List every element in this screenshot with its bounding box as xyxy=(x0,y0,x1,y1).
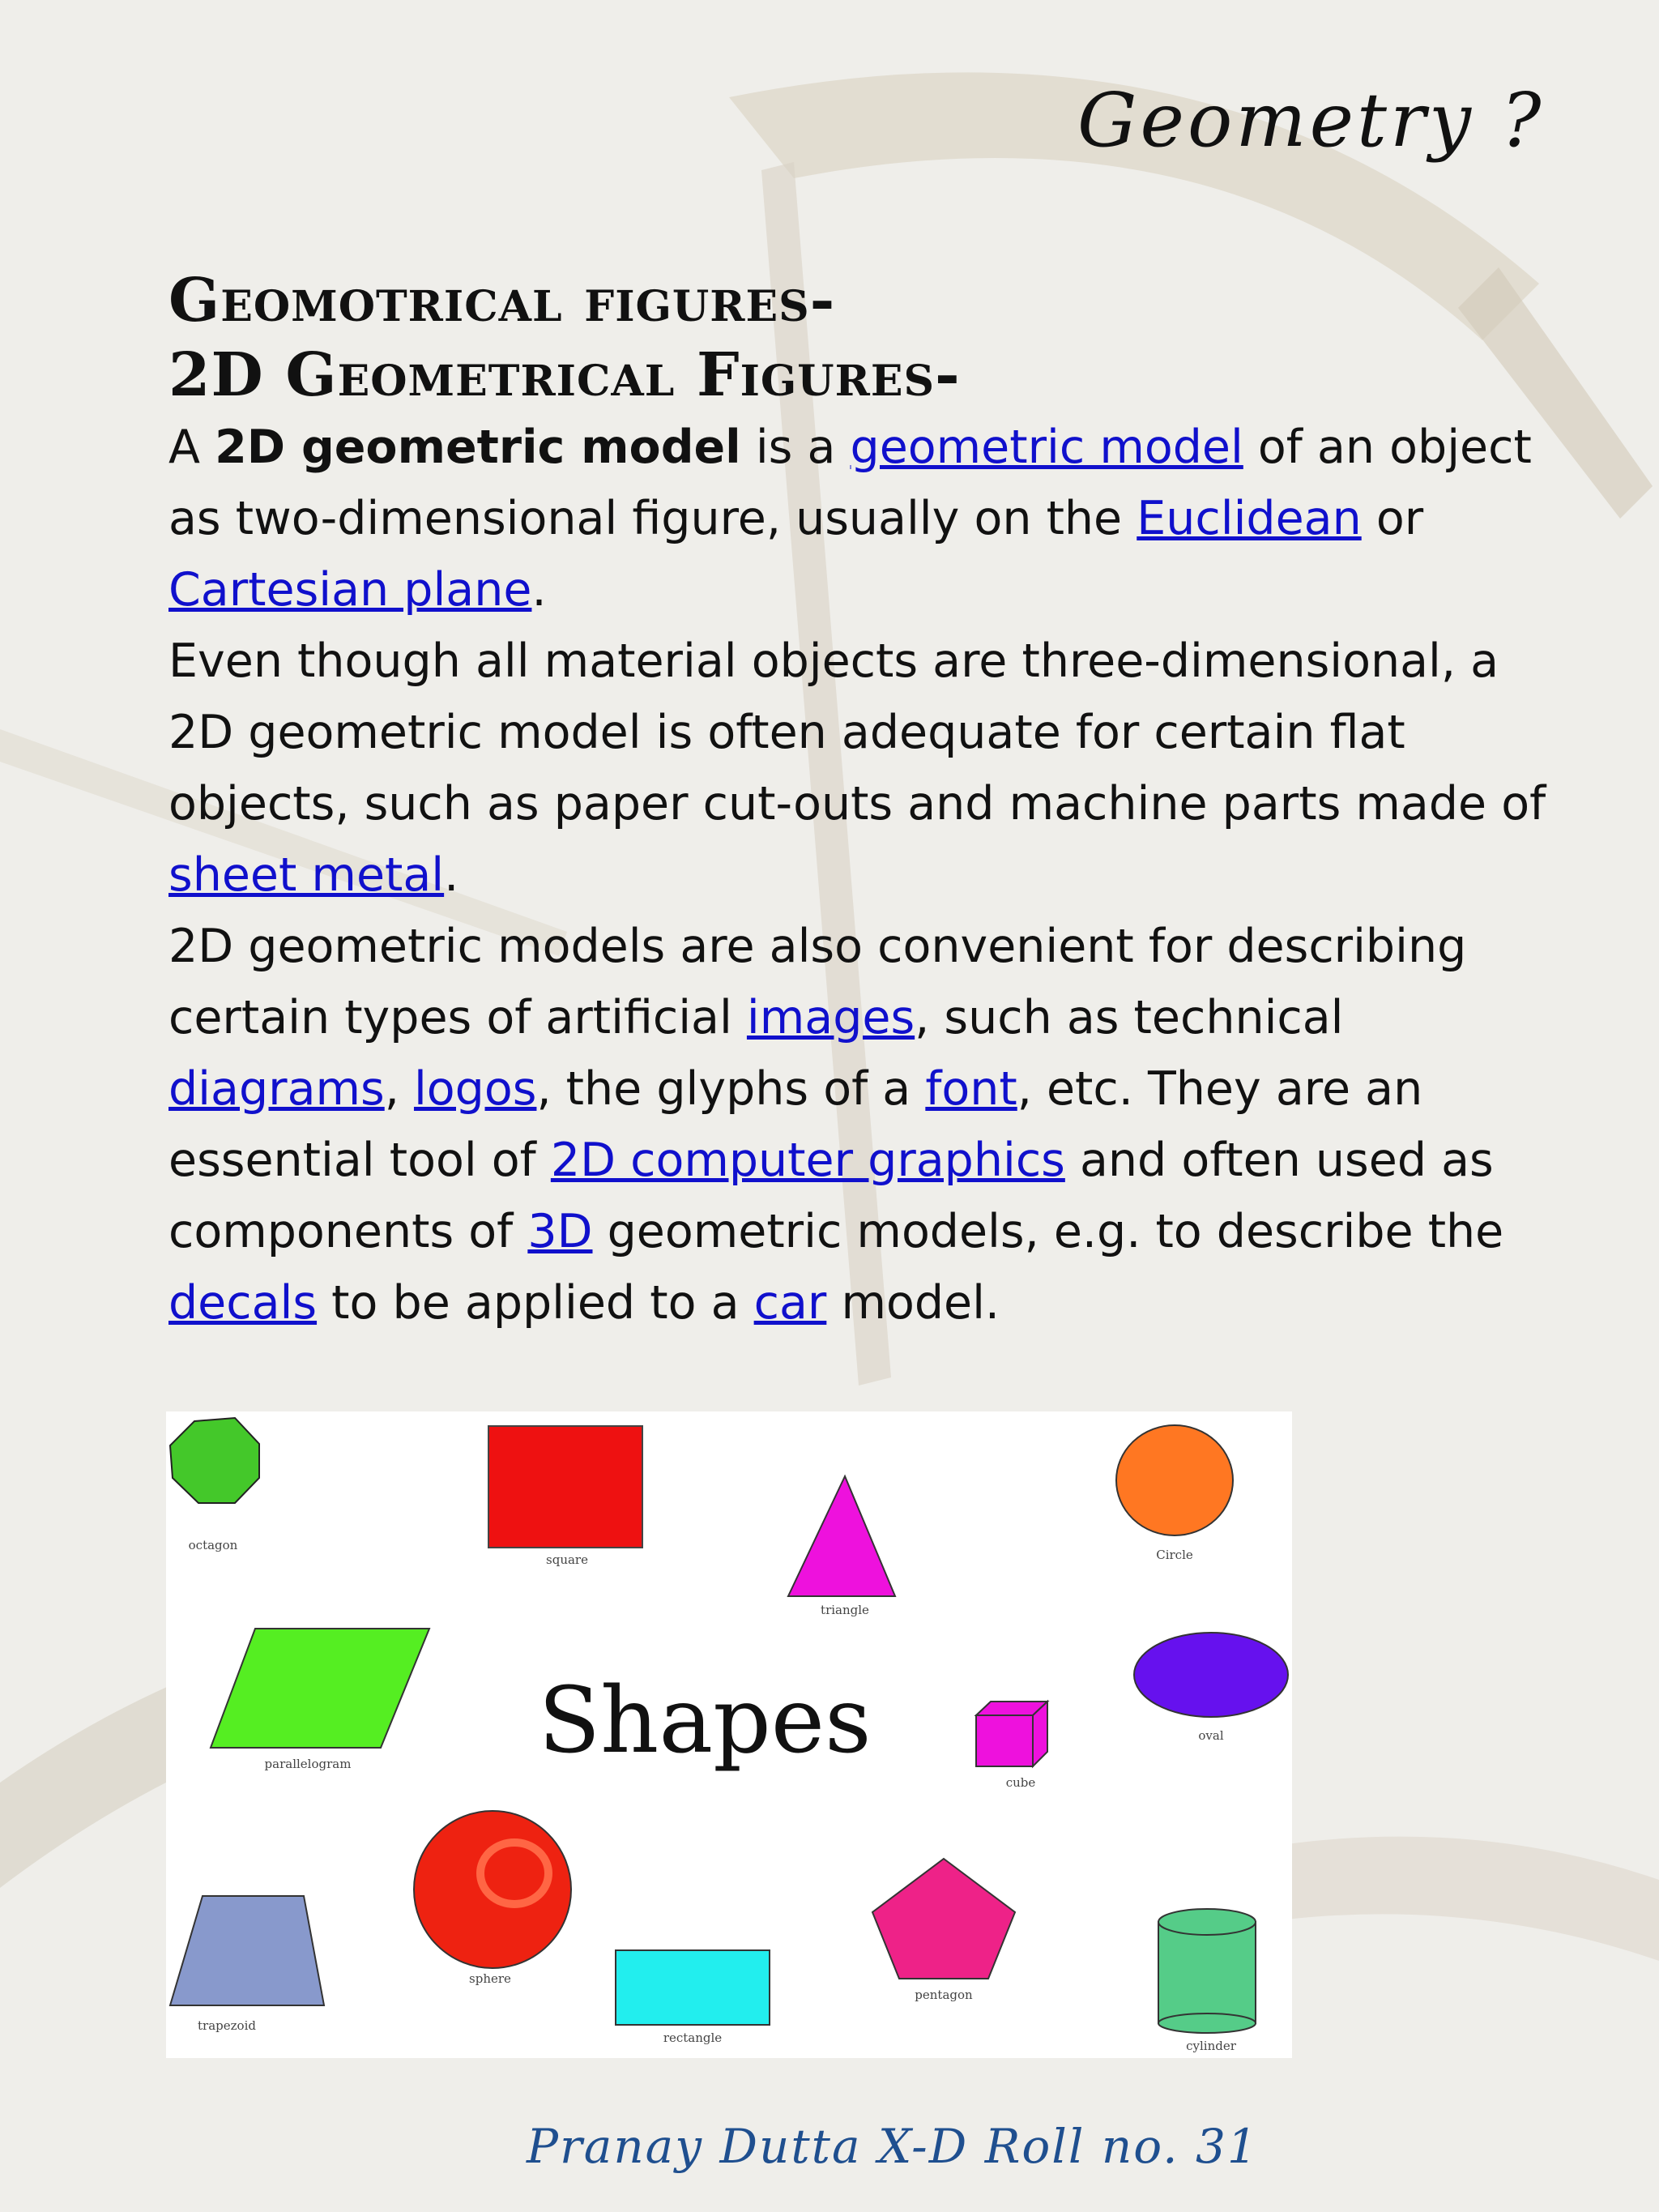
trapezoid-label: trapezoid xyxy=(198,2018,256,2033)
rectangle-shape xyxy=(616,1950,770,2025)
text: , the glyphs of a xyxy=(536,1062,926,1116)
square-label: square xyxy=(546,1552,588,1567)
author-footer: Pranay Dutta X-D Roll no. 31 xyxy=(527,2119,1259,2174)
text: , etc. They are an essential tool of xyxy=(168,1062,1423,1187)
sphere-label: sphere xyxy=(469,1971,511,1986)
text: or xyxy=(1361,492,1424,545)
text: of an object as two-dimensional figure, usually on the xyxy=(168,421,1532,545)
link-sheet-metal[interactable]: sheet metal xyxy=(168,848,445,902)
text: 2D geometric models are also convenient for describing certain types of artificial xyxy=(168,920,1467,1044)
parallelogram-label: parallelogram xyxy=(264,1757,352,1771)
octagon-label: octagon xyxy=(188,1538,238,1552)
text: , such as technical xyxy=(915,991,1344,1044)
bold-term: 2D geometric model xyxy=(215,421,741,474)
oval-shape xyxy=(1134,1633,1288,1717)
text: . xyxy=(531,563,547,617)
link-images[interactable]: images xyxy=(746,991,915,1044)
link-font[interactable]: font xyxy=(925,1062,1017,1116)
shapes-illustration xyxy=(166,1411,1292,2058)
link-2d-computer-graphics[interactable]: 2D computer graphics xyxy=(550,1134,1065,1187)
cylinder-label: cylinder xyxy=(1186,2039,1236,2053)
text: Even though all material objects are three-dimensional, a 2D geometric model is often adequate for certain flat objects, such as paper cut-outs and machine parts made of xyxy=(168,634,1546,831)
subsection-heading: 2D Geometrical Figures- xyxy=(168,340,961,410)
text: A xyxy=(168,421,215,474)
cylinder-shape xyxy=(1158,1909,1256,2033)
circle-label: Circle xyxy=(1156,1548,1193,1562)
paragraph-artificial-images xyxy=(168,911,1562,1339)
text: is a xyxy=(740,421,851,474)
paragraph-flat-objects xyxy=(168,626,1562,911)
shapes-title: Shapes xyxy=(538,1668,872,1774)
cube-shape xyxy=(976,1702,1047,1766)
link-decals[interactable]: decals xyxy=(168,1276,318,1330)
square-shape xyxy=(488,1426,642,1548)
text: and often used as components of xyxy=(168,1134,1494,1258)
link-diagrams[interactable]: diagrams xyxy=(168,1062,385,1116)
link-logos[interactable]: logos xyxy=(413,1062,537,1116)
page-title: Geometry ? xyxy=(1077,77,1545,164)
paragraph-2d-model xyxy=(168,412,1562,626)
text: , xyxy=(384,1062,414,1116)
text: geometric models, e.g. to describe the xyxy=(592,1205,1504,1258)
oval-label: oval xyxy=(1198,1728,1224,1743)
cube-label: cube xyxy=(1005,1775,1036,1790)
rectangle-label: rectangle xyxy=(663,2031,723,2045)
pentagon-label: pentagon xyxy=(915,1988,973,2002)
link-3d[interactable]: 3D xyxy=(527,1205,593,1258)
shapes-illustration-svg xyxy=(166,1411,1292,2058)
link-cartesian-plane[interactable]: Cartesian plane xyxy=(168,563,532,617)
section-heading: Geomotrical figures- xyxy=(168,266,836,335)
text: to be applied to a xyxy=(317,1276,754,1330)
link-geometric-model[interactable]: geometric model xyxy=(850,421,1243,474)
body-text xyxy=(168,412,1562,1339)
text: model. xyxy=(826,1276,1000,1330)
link-car[interactable]: car xyxy=(753,1276,827,1330)
text: . xyxy=(444,848,459,902)
triangle-label: triangle xyxy=(821,1603,869,1617)
link-euclidean[interactable]: Euclidean xyxy=(1137,492,1362,545)
circle-shape xyxy=(1116,1425,1233,1535)
